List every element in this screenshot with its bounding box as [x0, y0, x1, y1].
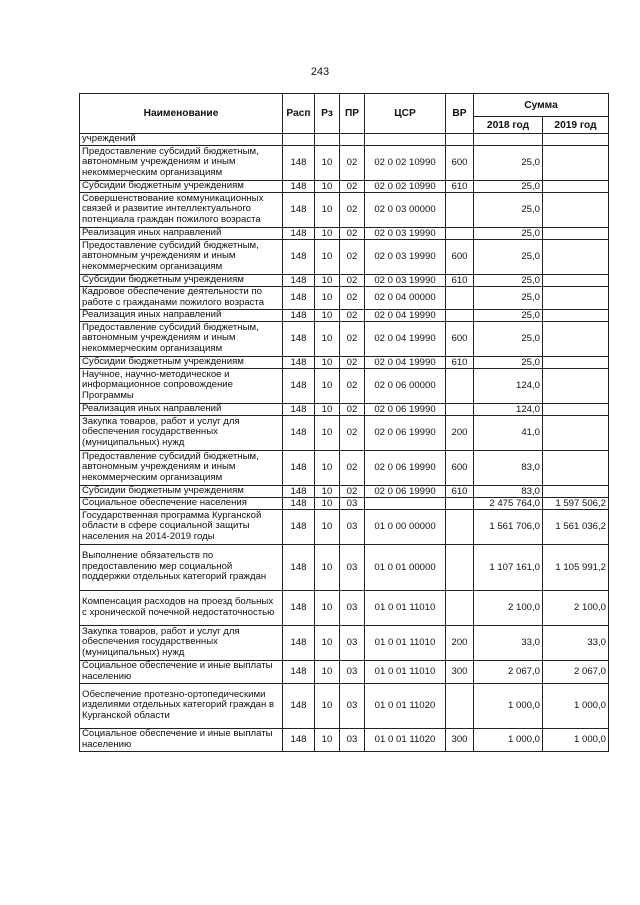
- row-vr: [446, 192, 474, 227]
- row-rasp: 148: [283, 590, 315, 625]
- row-sum-2018: 33,0: [474, 625, 543, 660]
- row-rasp: 148: [283, 625, 315, 660]
- row-sum-2019: [543, 403, 609, 415]
- row-pr: 03: [340, 497, 365, 509]
- row-sum-2018: 2 067,0: [474, 660, 543, 683]
- row-pr: 03: [340, 625, 365, 660]
- row-csr: 02 0 06 19990: [365, 415, 446, 450]
- row-sum-2018: 83,0: [474, 450, 543, 485]
- header-year-2019: 2019 год: [543, 117, 609, 134]
- table-row: [80, 544, 609, 590]
- row-rz: 10: [315, 145, 340, 180]
- row-pr: 03: [340, 590, 365, 625]
- row-sum-2018: 1 000,0: [474, 683, 543, 728]
- row-pr: 02: [340, 180, 365, 192]
- row-sum-2019: 2 067,0: [543, 660, 609, 683]
- row-rz: 10: [315, 309, 340, 321]
- header-name: Наименование: [80, 94, 283, 134]
- row-sum-2019: [543, 286, 609, 309]
- row-sum-2019: 1 561 036,2: [543, 509, 609, 544]
- row-rasp: [283, 134, 315, 146]
- row-rz: 10: [315, 403, 340, 415]
- header-year-2018: 2018 год: [474, 117, 543, 134]
- row-pr: 02: [340, 239, 365, 274]
- row-csr: 01 0 01 11010: [365, 590, 446, 625]
- row-rasp: 148: [283, 485, 315, 497]
- row-name: Реализация иных направлений: [80, 309, 283, 321]
- row-pr: 02: [340, 309, 365, 321]
- header-sum: Сумма: [474, 94, 609, 117]
- row-rz: 10: [315, 286, 340, 309]
- row-name: Государственная программа Курганской области в сфере социальной защиты населения на 2014-2019 годы: [80, 509, 283, 544]
- table-row: [80, 239, 609, 274]
- row-pr: [340, 134, 365, 146]
- table-row: [80, 403, 609, 415]
- row-sum-2019: 33,0: [543, 625, 609, 660]
- row-sum-2018: 25,0: [474, 192, 543, 227]
- row-rz: 10: [315, 180, 340, 192]
- row-sum-2019: [543, 274, 609, 286]
- row-rasp: 148: [283, 227, 315, 239]
- row-sum-2019: [543, 227, 609, 239]
- row-vr: [446, 544, 474, 590]
- row-sum-2018: 25,0: [474, 321, 543, 356]
- row-sum-2018: 2 475 764,0: [474, 497, 543, 509]
- row-pr: 02: [340, 274, 365, 286]
- row-csr: 01 0 01 11010: [365, 625, 446, 660]
- row-csr: 02 0 04 19990: [365, 356, 446, 368]
- row-sum-2019: [543, 134, 609, 146]
- row-name: Социальное обеспечение и иные выплаты населению: [80, 660, 283, 683]
- row-sum-2018: 1 107 161,0: [474, 544, 543, 590]
- row-csr: 02 0 06 00000: [365, 368, 446, 403]
- row-vr: [446, 509, 474, 544]
- row-csr: 02 0 03 00000: [365, 192, 446, 227]
- row-pr: 02: [340, 145, 365, 180]
- row-sum-2018: 124,0: [474, 368, 543, 403]
- row-pr: 02: [340, 403, 365, 415]
- table-row: [80, 625, 609, 660]
- row-sum-2019: [543, 192, 609, 227]
- row-name: Совершенствование коммуникационных связей и развитие интеллектуального потенциала граждан пожилого возраста: [80, 192, 283, 227]
- row-rz: 10: [315, 450, 340, 485]
- row-sum-2019: [543, 485, 609, 497]
- table-row: [80, 356, 609, 368]
- table-row: [80, 728, 609, 751]
- row-pr: 02: [340, 192, 365, 227]
- row-sum-2018: 1 561 706,0: [474, 509, 543, 544]
- row-sum-2018: 25,0: [474, 356, 543, 368]
- row-rz: 10: [315, 192, 340, 227]
- row-name: Социальное обеспечение и иные выплаты населению: [80, 728, 283, 751]
- row-vr: [446, 683, 474, 728]
- row-rasp: 148: [283, 192, 315, 227]
- row-name: Компенсация расходов на проезд больных с хронической почечной недостаточностью: [80, 590, 283, 625]
- row-rz: 10: [315, 356, 340, 368]
- row-rasp: 148: [283, 450, 315, 485]
- row-vr: [446, 590, 474, 625]
- row-csr: 01 0 01 00000: [365, 544, 446, 590]
- row-sum-2019: [543, 415, 609, 450]
- row-vr: [446, 227, 474, 239]
- row-sum-2019: [543, 450, 609, 485]
- row-name: Субсидии бюджетным учреждениям: [80, 274, 283, 286]
- row-rz: 10: [315, 274, 340, 286]
- row-vr: 300: [446, 660, 474, 683]
- row-rz: 10: [315, 321, 340, 356]
- table-row: [80, 134, 609, 146]
- table-row: [80, 321, 609, 356]
- row-sum-2018: 41,0: [474, 415, 543, 450]
- row-sum-2018: 25,0: [474, 239, 543, 274]
- header-csr: ЦСР: [365, 94, 446, 134]
- row-csr: 01 0 01 11010: [365, 660, 446, 683]
- row-name: Субсидии бюджетным учреждениям: [80, 485, 283, 497]
- table-row: [80, 509, 609, 544]
- row-pr: 03: [340, 728, 365, 751]
- row-sum-2019: 1 597 506,2: [543, 497, 609, 509]
- table-row: [80, 274, 609, 286]
- row-rz: 10: [315, 625, 340, 660]
- row-sum-2019: 1 105 991,2: [543, 544, 609, 590]
- row-vr: 200: [446, 415, 474, 450]
- row-csr: [365, 134, 446, 146]
- row-pr: 03: [340, 660, 365, 683]
- row-pr: 02: [340, 450, 365, 485]
- row-sum-2018: 83,0: [474, 485, 543, 497]
- row-rz: [315, 134, 340, 146]
- row-sum-2019: [543, 309, 609, 321]
- row-name: Закупка товаров, работ и услуг для обеспечения государственных (муниципальных) нужд: [80, 415, 283, 450]
- row-sum-2018: [474, 134, 543, 146]
- row-name: Субсидии бюджетным учреждениям: [80, 356, 283, 368]
- row-rz: 10: [315, 239, 340, 274]
- row-pr: 03: [340, 509, 365, 544]
- table-row: [80, 180, 609, 192]
- row-vr: [446, 403, 474, 415]
- row-sum-2018: 25,0: [474, 227, 543, 239]
- table-row: [80, 145, 609, 180]
- row-sum-2019: [543, 180, 609, 192]
- row-name: Реализация иных направлений: [80, 227, 283, 239]
- row-rasp: 148: [283, 145, 315, 180]
- row-pr: 02: [340, 286, 365, 309]
- header-rasp: Расп: [283, 94, 315, 134]
- row-sum-2019: [543, 356, 609, 368]
- budget-table: [79, 93, 609, 752]
- row-pr: 02: [340, 321, 365, 356]
- row-vr: 610: [446, 356, 474, 368]
- row-rasp: 148: [283, 544, 315, 590]
- row-pr: 03: [340, 683, 365, 728]
- row-name: Субсидии бюджетным учреждениям: [80, 180, 283, 192]
- row-rasp: 148: [283, 728, 315, 751]
- row-vr: [446, 309, 474, 321]
- row-rasp: 148: [283, 368, 315, 403]
- row-csr: 02 0 02 10990: [365, 180, 446, 192]
- row-csr: 02 0 06 19990: [365, 485, 446, 497]
- row-sum-2019: 1 000,0: [543, 728, 609, 751]
- table-row: [80, 497, 609, 509]
- row-sum-2018: 25,0: [474, 286, 543, 309]
- row-name: Закупка товаров, работ и услуг для обеспечения государственных (муниципальных) нужд: [80, 625, 283, 660]
- row-sum-2018: 25,0: [474, 274, 543, 286]
- row-name: Научное, научно-методическое и информационное сопровождение Программы: [80, 368, 283, 403]
- row-csr: 01 0 00 00000: [365, 509, 446, 544]
- table-row: [80, 368, 609, 403]
- row-csr: 02 0 04 19990: [365, 321, 446, 356]
- row-vr: 300: [446, 728, 474, 751]
- row-vr: 600: [446, 239, 474, 274]
- row-vr: 610: [446, 274, 474, 286]
- row-sum-2019: 1 000,0: [543, 683, 609, 728]
- row-rz: 10: [315, 683, 340, 728]
- header-vr: ВР: [446, 94, 474, 134]
- table-row: [80, 309, 609, 321]
- row-csr: 01 0 01 11020: [365, 728, 446, 751]
- row-rz: 10: [315, 415, 340, 450]
- row-sum-2019: [543, 368, 609, 403]
- row-vr: [446, 134, 474, 146]
- row-pr: 02: [340, 227, 365, 239]
- table-row: [80, 192, 609, 227]
- row-rasp: 148: [283, 274, 315, 286]
- row-rz: 10: [315, 509, 340, 544]
- row-csr: 02 0 04 19990: [365, 309, 446, 321]
- row-csr: 01 0 01 11020: [365, 683, 446, 728]
- header-rz: Рз: [315, 94, 340, 134]
- row-rz: 10: [315, 544, 340, 590]
- row-sum-2018: 25,0: [474, 309, 543, 321]
- table-row: [80, 683, 609, 728]
- row-pr: 02: [340, 356, 365, 368]
- row-vr: 610: [446, 485, 474, 497]
- table-row: [80, 450, 609, 485]
- row-rasp: 148: [283, 660, 315, 683]
- row-vr: 610: [446, 180, 474, 192]
- row-vr: [446, 368, 474, 403]
- row-csr: 02 0 06 19990: [365, 403, 446, 415]
- row-csr: 02 0 03 19990: [365, 274, 446, 286]
- row-pr: 02: [340, 485, 365, 497]
- row-rz: 10: [315, 590, 340, 625]
- row-rasp: 148: [283, 239, 315, 274]
- row-pr: 03: [340, 544, 365, 590]
- row-sum-2018: 1 000,0: [474, 728, 543, 751]
- row-rz: 10: [315, 728, 340, 751]
- table-row: [80, 590, 609, 625]
- row-name: Предоставление субсидий бюджетным, автономным учреждениям и иным некоммерческим организациям: [80, 145, 283, 180]
- row-rz: 10: [315, 497, 340, 509]
- row-csr: [365, 497, 446, 509]
- row-rasp: 148: [283, 509, 315, 544]
- row-name: Кадровое обеспечение деятельности по работе с гражданами пожилого возраста: [80, 286, 283, 309]
- row-name: учреждений: [80, 134, 283, 146]
- row-sum-2019: 2 100,0: [543, 590, 609, 625]
- row-rasp: 148: [283, 180, 315, 192]
- row-rasp: 148: [283, 683, 315, 728]
- row-rasp: 148: [283, 321, 315, 356]
- row-csr: 02 0 03 19990: [365, 227, 446, 239]
- row-sum-2018: 2 100,0: [474, 590, 543, 625]
- row-pr: 02: [340, 368, 365, 403]
- row-rasp: 148: [283, 309, 315, 321]
- row-vr: [446, 286, 474, 309]
- row-rz: 10: [315, 660, 340, 683]
- row-rz: 10: [315, 227, 340, 239]
- row-vr: 600: [446, 145, 474, 180]
- row-rz: 10: [315, 485, 340, 497]
- row-name: Реализация иных направлений: [80, 403, 283, 415]
- row-rasp: 148: [283, 286, 315, 309]
- row-sum-2018: 124,0: [474, 403, 543, 415]
- table-row: [80, 485, 609, 497]
- row-rasp: 148: [283, 497, 315, 509]
- row-vr: 200: [446, 625, 474, 660]
- row-sum-2019: [543, 239, 609, 274]
- header-pr: ПР: [340, 94, 365, 134]
- row-sum-2018: 25,0: [474, 145, 543, 180]
- row-rz: 10: [315, 368, 340, 403]
- row-rasp: 148: [283, 403, 315, 415]
- row-pr: 02: [340, 415, 365, 450]
- row-csr: 02 0 04 00000: [365, 286, 446, 309]
- row-vr: 600: [446, 450, 474, 485]
- row-sum-2019: [543, 321, 609, 356]
- row-name: Предоставление субсидий бюджетным, автономным учреждениям и иным некоммерческим организациям: [80, 239, 283, 274]
- page-number: 243: [310, 66, 330, 78]
- row-vr: 600: [446, 321, 474, 356]
- row-rasp: 148: [283, 356, 315, 368]
- table-row: [80, 660, 609, 683]
- row-name: Предоставление субсидий бюджетным, автономным учреждениям и иным некоммерческим организациям: [80, 321, 283, 356]
- row-vr: [446, 497, 474, 509]
- row-csr: 02 0 02 10990: [365, 145, 446, 180]
- row-name: Выполнение обязательств по предоставлению мер социальной поддержки отдельных категорий граждан: [80, 544, 283, 590]
- row-name: Социальное обеспечение населения: [80, 497, 283, 509]
- row-name: Предоставление субсидий бюджетным, автономным учреждениям и иным некоммерческим организациям: [80, 450, 283, 485]
- row-sum-2018: 25,0: [474, 180, 543, 192]
- row-csr: 02 0 03 19990: [365, 239, 446, 274]
- table-row: [80, 415, 609, 450]
- row-name: Обеспечение протезно-ортопедическими изделиями отдельных категорий граждан в Курганской области: [80, 683, 283, 728]
- table-row: [80, 286, 609, 309]
- row-rasp: 148: [283, 415, 315, 450]
- row-sum-2019: [543, 145, 609, 180]
- row-csr: 02 0 06 19990: [365, 450, 446, 485]
- table-row: [80, 227, 609, 239]
